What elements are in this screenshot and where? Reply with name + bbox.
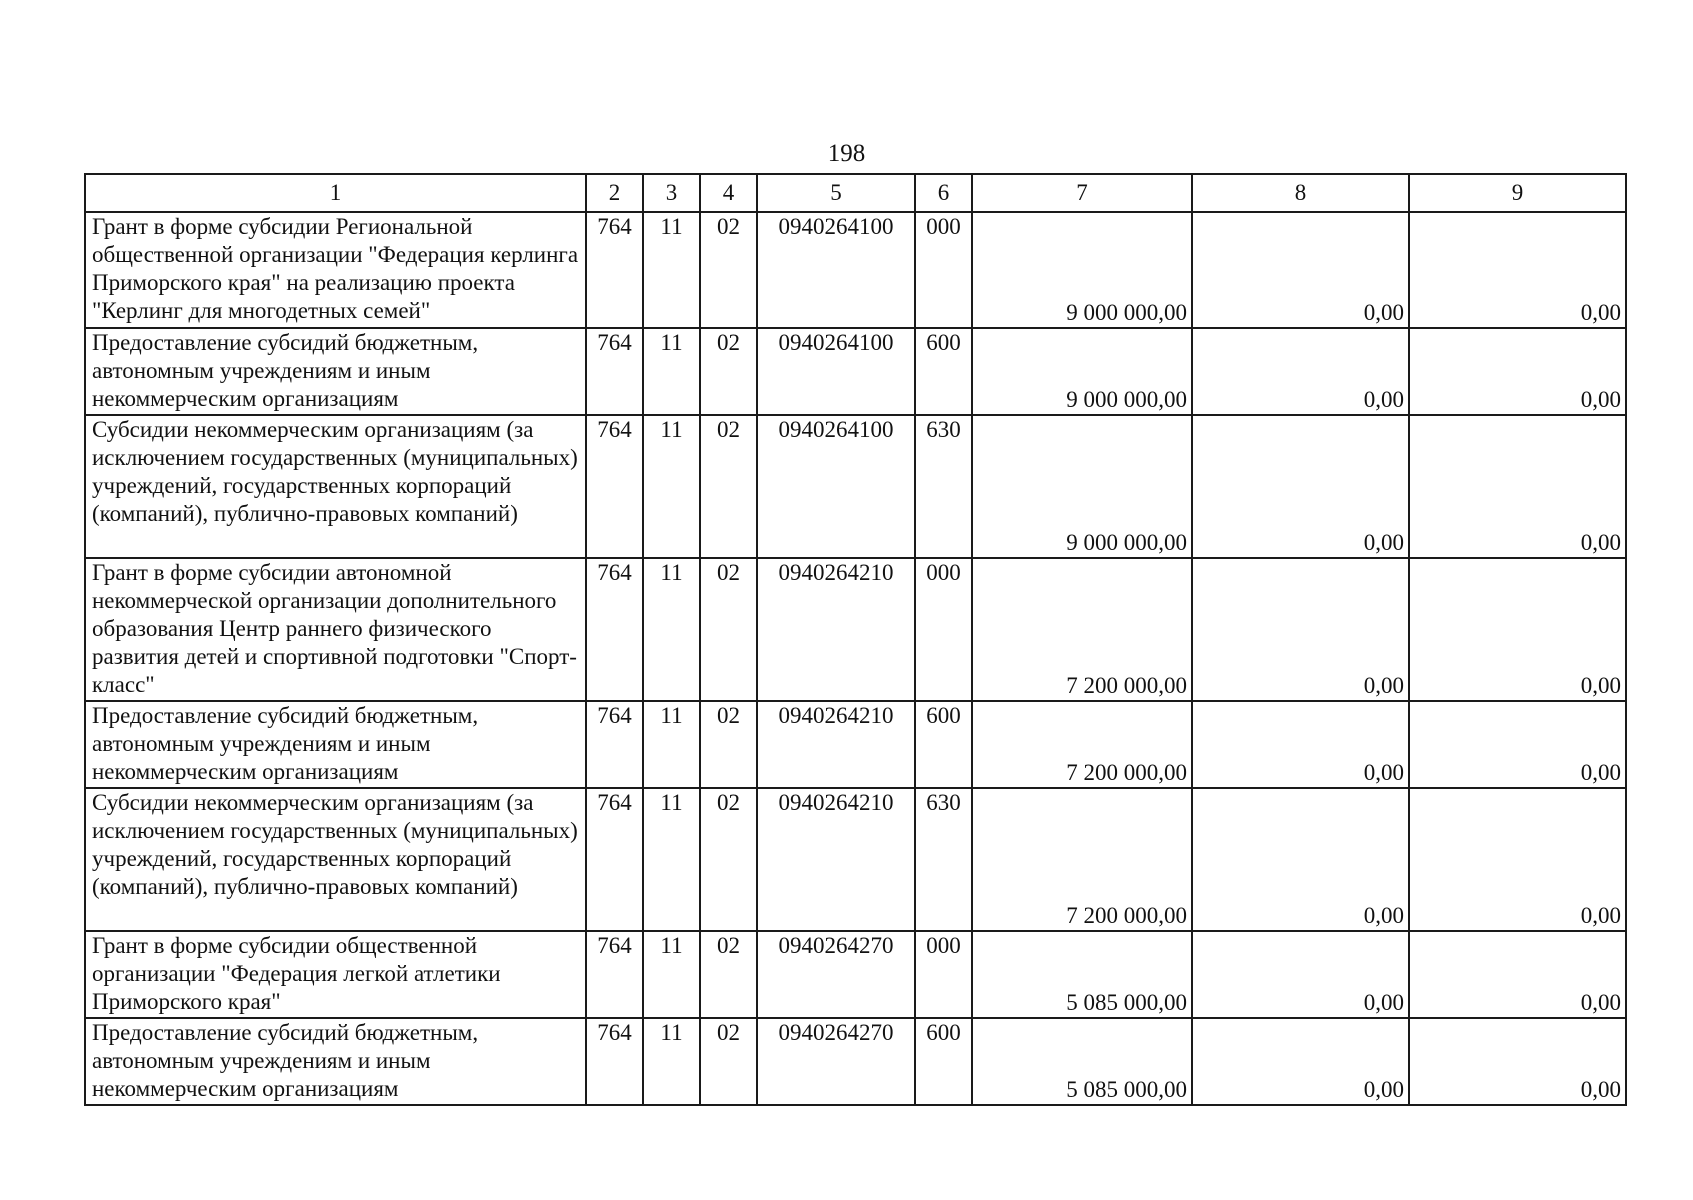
expense-type-code: 600: [915, 1018, 972, 1105]
target-article-code: 0940264100: [757, 415, 915, 558]
column-header-1: 1: [85, 174, 586, 212]
amount-column-9: 0,00: [1409, 931, 1626, 1018]
subsection-code: 02: [700, 931, 757, 1018]
amount-column-8: 0,00: [1192, 931, 1409, 1018]
subsection-code: 02: [700, 212, 757, 328]
amount-column-7: 9 000 000,00: [972, 328, 1192, 415]
subsection-code: 02: [700, 701, 757, 788]
section-code: 11: [643, 1018, 700, 1105]
expense-type-code: 000: [915, 558, 972, 701]
subsection-code: 02: [700, 328, 757, 415]
expense-type-code: 630: [915, 415, 972, 558]
expense-name: Грант в форме субсидии Региональной общественной организации "Федерация керлинга Приморского края" на реализацию проекта "Керлинг для многодетных семей": [85, 212, 586, 328]
section-code: 11: [643, 701, 700, 788]
amount-column-9: 0,00: [1409, 328, 1626, 415]
expense-type-code: 000: [915, 212, 972, 328]
table-row: [85, 328, 1626, 415]
section-code: 11: [643, 415, 700, 558]
amount-column-8: 0,00: [1192, 212, 1409, 328]
ministry-code: 764: [586, 328, 643, 415]
expense-type-code: 630: [915, 788, 972, 931]
section-code: 11: [643, 931, 700, 1018]
column-header-8: 8: [1192, 174, 1409, 212]
amount-column-7: 9 000 000,00: [972, 415, 1192, 558]
amount-column-9: 0,00: [1409, 415, 1626, 558]
amount-column-9: 0,00: [1409, 558, 1626, 701]
column-header-4: 4: [700, 174, 757, 212]
subsection-code: 02: [700, 788, 757, 931]
amount-column-7: 9 000 000,00: [972, 212, 1192, 328]
expense-name: Субсидии некоммерческим организациям (за исключением государственных (муниципальных) учреждений, государственных корпораций (компаний), публично-правовых компаний): [85, 788, 586, 931]
section-code: 11: [643, 212, 700, 328]
expense-name: Предоставление субсидий бюджетным, автономным учреждениям и иным некоммерческим организациям: [85, 1018, 586, 1105]
expense-name: Субсидии некоммерческим организациям (за исключением государственных (муниципальных) учреждений, государственных корпораций (компаний), публично-правовых компаний): [85, 415, 586, 558]
expense-name: Грант в форме субсидии автономной некоммерческой организации дополнительного образования Центр раннего физического развития детей и спортивной подготовки "Спорт-класс": [85, 558, 586, 701]
budget-table: [84, 173, 1627, 1106]
target-article-code: 0940264210: [757, 788, 915, 931]
amount-column-8: 0,00: [1192, 788, 1409, 931]
column-header-5: 5: [757, 174, 915, 212]
amount-column-9: 0,00: [1409, 1018, 1626, 1105]
amount-column-7: 7 200 000,00: [972, 701, 1192, 788]
page-number: 198: [827, 140, 866, 167]
amount-column-7: 5 085 000,00: [972, 1018, 1192, 1105]
subsection-code: 02: [700, 1018, 757, 1105]
ministry-code: 764: [586, 212, 643, 328]
header-row: [85, 174, 1626, 212]
column-header-6: 6: [915, 174, 972, 212]
amount-column-9: 0,00: [1409, 788, 1626, 931]
column-header-3: 3: [643, 174, 700, 212]
expense-type-code: 600: [915, 328, 972, 415]
amount-column-8: 0,00: [1192, 328, 1409, 415]
ministry-code: 764: [586, 931, 643, 1018]
table-row: [85, 415, 1626, 558]
table-row: [85, 212, 1626, 328]
amount-column-8: 0,00: [1192, 415, 1409, 558]
expense-name: Предоставление субсидий бюджетным, автономным учреждениям и иным некоммерческим организациям: [85, 701, 586, 788]
section-code: 11: [643, 788, 700, 931]
expense-name: Предоставление субсидий бюджетным, автономным учреждениям и иным некоммерческим организациям: [85, 328, 586, 415]
amount-column-7: 7 200 000,00: [972, 558, 1192, 701]
target-article-code: 0940264270: [757, 1018, 915, 1105]
amount-column-8: 0,00: [1192, 558, 1409, 701]
expense-type-code: 000: [915, 931, 972, 1018]
subsection-code: 02: [700, 415, 757, 558]
table-row: [85, 701, 1626, 788]
section-code: 11: [643, 328, 700, 415]
target-article-code: 0940264210: [757, 558, 915, 701]
amount-column-7: 5 085 000,00: [972, 931, 1192, 1018]
amount-column-9: 0,00: [1409, 701, 1626, 788]
column-header-2: 2: [586, 174, 643, 212]
expense-type-code: 600: [915, 701, 972, 788]
target-article-code: 0940264100: [757, 212, 915, 328]
amount-column-8: 0,00: [1192, 701, 1409, 788]
expense-name: Грант в форме субсидии общественной организации "Федерация легкой атлетики Приморского края": [85, 931, 586, 1018]
amount-column-7: 7 200 000,00: [972, 788, 1192, 931]
subsection-code: 02: [700, 558, 757, 701]
table-row: [85, 1018, 1626, 1105]
ministry-code: 764: [586, 1018, 643, 1105]
column-header-9: 9: [1409, 174, 1626, 212]
amount-column-8: 0,00: [1192, 1018, 1409, 1105]
target-article-code: 0940264210: [757, 701, 915, 788]
ministry-code: 764: [586, 701, 643, 788]
ministry-code: 764: [586, 558, 643, 701]
target-article-code: 0940264100: [757, 328, 915, 415]
table-row: [85, 931, 1626, 1018]
target-article-code: 0940264270: [757, 931, 915, 1018]
table-row: [85, 788, 1626, 931]
table-row: [85, 558, 1626, 701]
ministry-code: 764: [586, 788, 643, 931]
amount-column-9: 0,00: [1409, 212, 1626, 328]
section-code: 11: [643, 558, 700, 701]
ministry-code: 764: [586, 415, 643, 558]
column-header-7: 7: [972, 174, 1192, 212]
